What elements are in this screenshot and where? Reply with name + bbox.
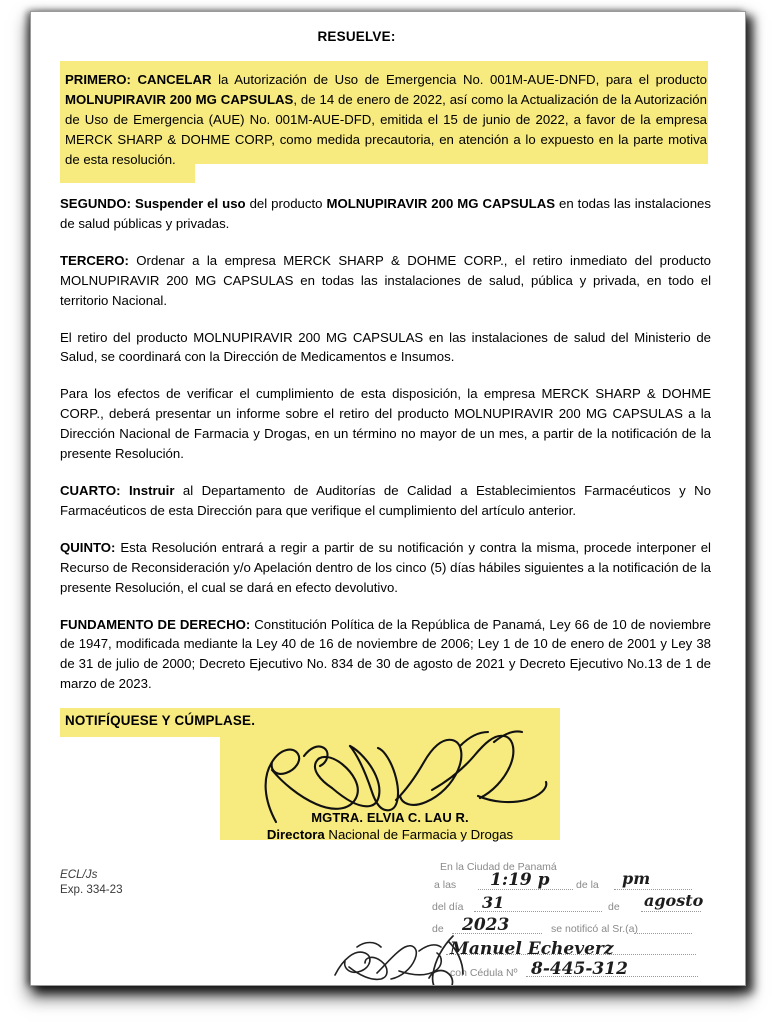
- paragraph-fundamento: [60, 615, 711, 695]
- article-primero-text: [60, 61, 711, 170]
- fundamento-text: Constitución Política de la República de Panamá, Ley 66 de 10 de noviembre de 1947, modificada mediante la Ley 40 de 16 de noviembre de 2006; Ley 1 de 10 de enero de 2001 y Ley 38 de 31 de julio de 2000; Decreto Ejecutivo No. 834 de 30 de agosto de 2021 y Decreto Ejecutivo No.13 de 1 de marzo de 2023.: [60, 616, 711, 692]
- signature-title-strong: Directora: [266, 827, 325, 842]
- quinto-text: Esta Resolución entrará a regir a partir de su notificación y contra la misma, procede interponer el Recurso de Reconsideración y/o Apelación dentro de los cinco (5) días hábiles siguientes a la notificación de la presente Resolución, el cual se dará en efecto devolutivo.: [60, 539, 711, 595]
- paragraph-cuarto: [60, 481, 711, 521]
- footer-reference: [60, 867, 123, 897]
- stamp-year-value: 2023: [462, 915, 510, 935]
- paragraph-informe: Para los efectos de verificar el cumplimiento de esta disposición, la empresa MERCK SHARP & DOHME CORP., deberá presentar un informe sobre el retiro del producto MOLNUPIRAVIR 200 MG CAPSULAS a la Dirección Nacional de Farmacia y Drogas, en un término no mayor de un mes, a partir de la notificación de la presente Resolución.: [60, 386, 711, 462]
- article-action-cancelar: CANCELAR: [137, 72, 212, 87]
- stamp-hour-value: 1:19 p: [490, 870, 550, 890]
- footer-initials: ECL/Js: [60, 868, 98, 881]
- paragraph-tercero: [60, 251, 711, 311]
- document-page: [31, 12, 745, 985]
- notify-text: NOTIFÍQUESE Y CÚMPLASE.: [65, 713, 256, 728]
- stamp-city-line: En la Ciudad de Panamá: [440, 861, 557, 873]
- segundo-text-2: en todas las instalaciones de salud públicas y privadas.: [60, 196, 711, 231]
- article-label-fundamento: FUNDAMENTO DE DERECHO:: [60, 616, 251, 632]
- article-primero: [60, 61, 711, 170]
- document-page-content: [31, 12, 745, 985]
- document-articles: [60, 194, 711, 694]
- stamp-cedula-value: 8-445-312: [531, 959, 628, 979]
- primero-text-2: , de 14 de enero de 2022, así como la Actualización de la Autorización de Uso de Emergencia (AUE) No. 001M-AUE-DFD, emitida el 15 de junio de 2022, a favor de la empresa MERCK SHARP & DOHME CORP, como medida precautoria, en atención a lo expuesto en la parte motiva de esta resolución.: [65, 91, 707, 167]
- paragraph-primero: [65, 70, 707, 170]
- notification-stamp: [426, 861, 736, 981]
- stamp-day-label: del día: [432, 901, 464, 913]
- tercero-text: Ordenar a la empresa MERCK SHARP & DOHME CORP., el retiro inmediato del producto MOLNUPIRAVIR 200 MG CAPSULAS en todas las instalaciones de salud, pública y privada, en todo el territorio Nacional.: [60, 252, 711, 308]
- paragraph-retiro-ministerio: El retiro del producto MOLNUPIRAVIR 200 MG CAPSULAS en las instalaciones de salud del Ministerio de Salud, se coordinará con la Dirección de Medicamentos e Insumos.: [60, 329, 711, 365]
- stamp-day-value: 31: [482, 893, 505, 912]
- footer-expediente: Exp. 334-23: [60, 883, 123, 896]
- paragraph-quinto: [60, 538, 711, 598]
- primero-text-1: la Autorización de Uso de Emergencia No. 001M-AUE-DNFD, para el producto: [211, 72, 707, 87]
- paragraph-segundo: [60, 194, 711, 234]
- stamp-notified-label: se notificó al Sr.(a): [551, 923, 638, 935]
- page-title: RESUELVE:: [317, 29, 396, 44]
- article-label-tercero: TERCERO:: [60, 252, 129, 268]
- article-label-cuarto: CUARTO:: [60, 482, 121, 498]
- document-body: [60, 12, 711, 44]
- stamp-notified-rule: [634, 933, 692, 934]
- signature-title-rest: Nacional de Farmacia y Drogas: [324, 827, 514, 842]
- stamp-month-label: de: [608, 901, 620, 913]
- stamp-name-value: Manuel Echeverz: [450, 939, 614, 959]
- article-label-segundo: SEGUNDO:: [60, 196, 132, 211]
- article-label-primero: PRIMERO:: [65, 72, 131, 87]
- stamp-year-label: de: [432, 923, 444, 935]
- stamp-ampm-rule: [614, 889, 692, 890]
- stamp-cedula-label: con Cédula Nº: [450, 967, 518, 979]
- primero-product: MOLNUPIRAVIR 200 MG CAPSULAS: [65, 91, 294, 107]
- signature-block: [60, 708, 711, 842]
- stamp-month-value: agosto: [644, 891, 704, 910]
- signature-title: [210, 827, 570, 842]
- stamp-month-rule: [641, 911, 701, 912]
- stamp-ampm-label: de la: [576, 879, 599, 891]
- article-action-instruir: Instruir: [120, 482, 175, 498]
- stamp-ampm-value: pm: [622, 869, 651, 888]
- segundo-product: MOLNUPIRAVIR 200 MG CAPSULAS: [326, 196, 556, 211]
- article-action-suspender: Suspender el uso: [131, 196, 246, 211]
- cuarto-text: al Departamento de Auditorías de Calidad a Establecimientos Farmacéuticos y No Farmacéuticos de esta Dirección para que verifique el cumplimiento del artículo anterior.: [60, 482, 711, 518]
- segundo-text-1: del producto: [245, 196, 327, 211]
- stamp-hour-label: a las: [434, 879, 457, 891]
- signature-name: MGTRA. ELVIA C. LAU R.: [311, 810, 469, 825]
- article-label-quinto: QUINTO:: [60, 539, 116, 555]
